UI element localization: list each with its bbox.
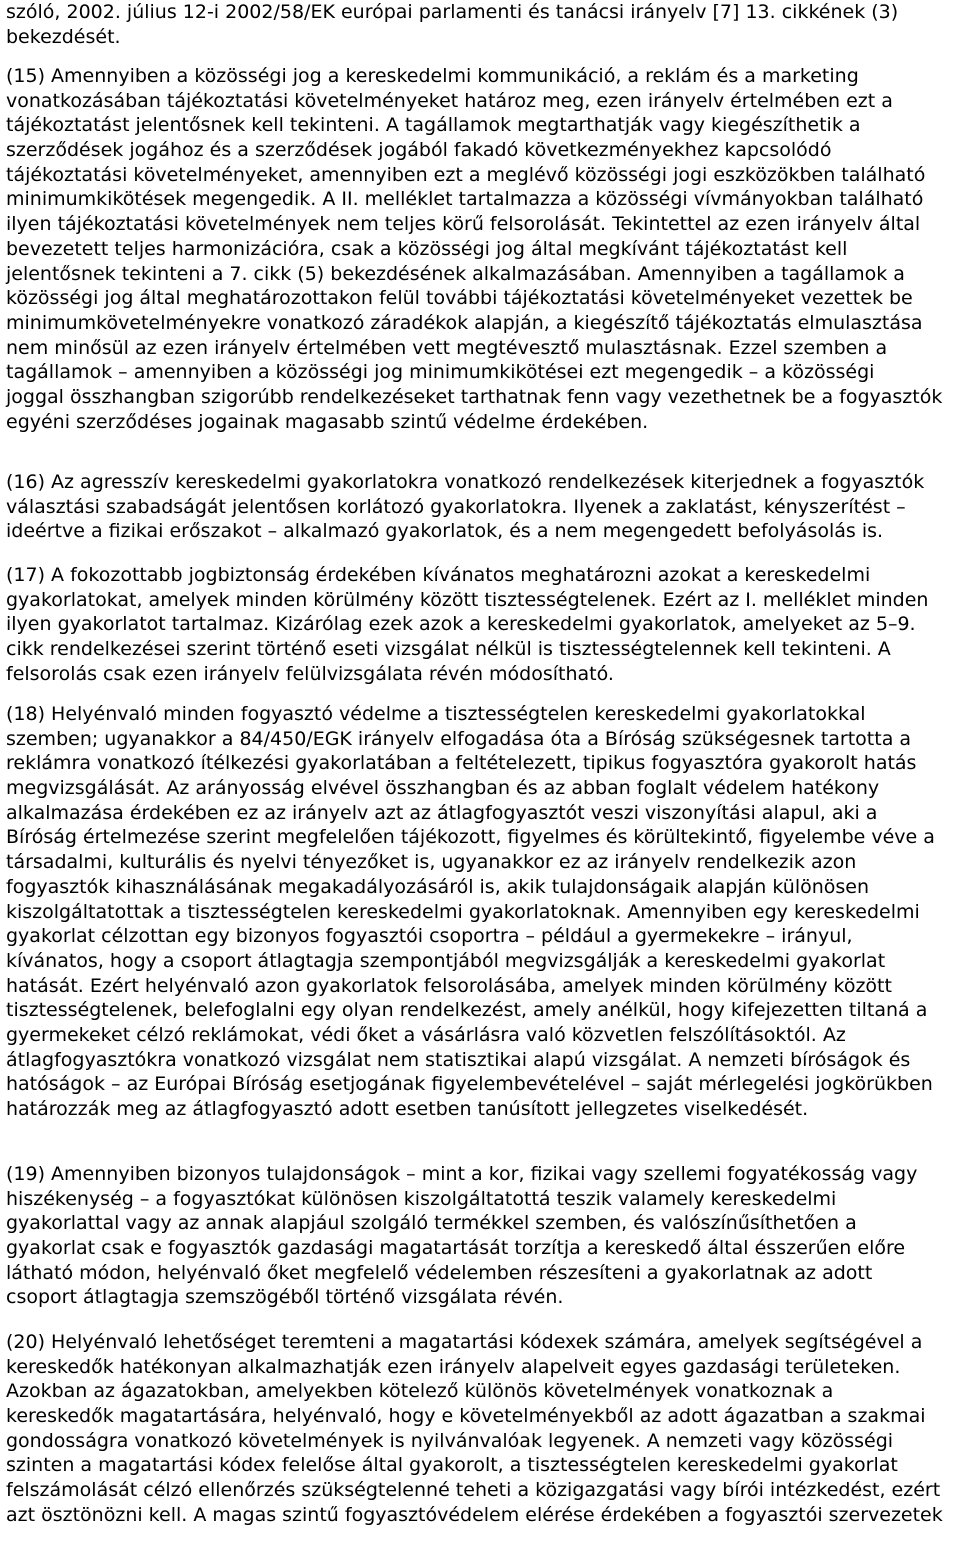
paragraph-19 [6, 1162, 917, 1310]
text-line: Azokban az ágazatokban, amelyekben kötelező különös követelmények vonatkoznak a [6, 1380, 834, 1403]
text-line: azt ösztönözni kell. A magas szintű fogyasztóvédelem elérése érdekében a fogyasztói szervezetek [6, 1503, 943, 1526]
text-line: cikk rendelkezései szerint történő eseti vizsgálat nélkül is tisztességtelennek kell tekinteni. A [6, 638, 891, 661]
text-line: felszámolását célzó ellenőrzés szükségtelenné teheti a közigazgatási vagy bírói intézkedést, ezért [6, 1479, 941, 1502]
text-line: választási szabadságát jelentősen korlátozó gyakorlatokra. Ilyenek a zaklatást, kényszerítést – [6, 495, 906, 518]
text-line: gyakorlat célzottan egy bizonyos fogyasztói csoportra – például a gyermekekre – irányul, [6, 925, 853, 948]
text-line: ilyen gyakorlatot tartalmaz. Kizárólag ezek azok a kereskedelmi gyakorlatok, amelyeket az 5–9. [6, 613, 916, 636]
text-line: nem minősül az ezen irányelv értelmében vett megtévesztő mulasztásnak. Ezzel szemben a [6, 336, 888, 359]
text-line: ilyen tájékoztatási követelmények nem teljes körű felsorolását. Tekintettel az ezen irányelv által [6, 213, 921, 236]
paragraph-15 [6, 64, 942, 434]
text-line: alkalmazása érdekében ez az irányelv azt az átlagfogyasztót veszi viszonyítási alapul, aki a [6, 801, 878, 824]
text-line: szemben; ugyanakkor a 84/450/EGK irányelv elfogadása óta a Bíróság szükségesnek tartotta a [6, 727, 912, 750]
text-line: hiszékenység – a fogyasztókat különösen kiszolgáltatottá teszik valamely kereskedelmi [6, 1187, 837, 1210]
text-line: (18) Helyénvaló minden fogyasztó védelme a tisztességtelen kereskedelmi gyakorlatokkal [6, 703, 866, 725]
text-line: gyakorlattal vagy az annak alapjául szolgáló termékkel szemben, és valószínűsíthetően a [6, 1212, 857, 1235]
text-line: gyakorlat csak e fogyasztók gazdasági magatartását torzítja a kereskedő által ésszerűen előre [6, 1237, 906, 1260]
text-line: joggal összhangban szigorúbb rendelkezéseket tarthatnak fenn vagy vezethetnek be a fogyasztók [6, 385, 943, 408]
text-line: szóló, 2002. július 12-i 2002/58/EK európai parlamenti és tanácsi irányelv [7] 13. cikkének (3) [6, 1, 899, 23]
text-line: reklámra vonatkozó ítélkezési gyakorlatában a feltételezett, tipikus fogyasztóra gyakorolt hatás [6, 752, 917, 775]
text-line: bekezdését. [6, 25, 121, 48]
text-line: tájékoztatást jelentősnek kell tekinteni. A tagállamok megtarthatják vagy kiegészíthetik a [6, 114, 861, 137]
text-line: átlagfogyasztókra vonatkozó vizsgálat nem statisztikai alapú vizsgálat. A nemzeti bíróságok és [6, 1048, 911, 1071]
paragraph-16 [6, 470, 924, 544]
text-line: (20) Helyénvaló lehetőséget teremteni a magatartási kódexek számára, amelyek segítségével a [6, 1331, 923, 1353]
text-line: kiszolgáltatottak a tisztességtelen kereskedelmi gyakorlatoknak. Amennyiben egy kereskedelmi [6, 900, 920, 923]
paragraph-20 [6, 1330, 943, 1528]
text-line: tagállamok – amennyiben a közösségi jog minimumkikötései ezt megengedik – a közösségi [6, 361, 875, 384]
text-line: tisztességtelenek, belefoglalni egy olyan rendelkezést, amely anélkül, hogy kifejezetten tiltaná a [6, 999, 928, 1022]
text-line: minimumkövetelményekre vonatkozó záradékok alapján, a kiegészítő tájékoztatás elmulasztása [6, 311, 923, 334]
text-line: hatását. Ezért helyénvaló azon gyakorlatok felsorolásába, amelyek minden körülmény között [6, 974, 892, 997]
text-line: kereskedők hatékonyan alkalmazhatják ezen irányelv alapelveit egyes gazdasági területeken. [6, 1355, 901, 1378]
text-line: bevezetett teljes harmonizációra, csak a közösségi jog által megkívánt tájékoztatást kell [6, 237, 848, 260]
text-line: kereskedők magatartására, helyénvaló, hogy e követelményekből az adott ágazatban a szakmai [6, 1405, 926, 1428]
text-line: Bíróság értelmezése szerint megfelelően tájékozott, figyelmes és körültekintő, figyelembe véve a [6, 826, 935, 849]
text-line: jelentősnek tekinteni a 7. cikk (5) bekezdésének alkalmazásában. Amennyiben a tagállamok a [6, 262, 905, 285]
text-line: látható módon, helyénvaló őket megfelelő védelemben részesíteni a gyakorlatnak az adott [6, 1261, 873, 1284]
text-line: egyéni szerződéses jogainak magasabb szintű védelme érdekében. [6, 410, 649, 433]
text-line: határozzák meg az átlagfogyasztó adott esetben tanúsított jellegzetes viselkedését. [6, 1098, 809, 1120]
text-line: (16) Az agresszív kereskedelmi gyakorlatokra vonatkozó rendelkezések kiterjednek a fogyasztók [6, 471, 925, 493]
text-line: vonatkozásában tájékoztatási követelményeket határoz meg, ezen irányelv értelmében ezt a [6, 89, 893, 112]
text-line: (15) Amennyiben a közösségi jog a kereskedelmi kommunikáció, a reklám és a marketing [6, 65, 859, 87]
paragraph-17 [6, 563, 928, 686]
text-line: társadalmi, kulturális és nyelvi tényezőket is, ugyanakkor ez az irányelv rendelkezik azon [6, 851, 857, 874]
text-line: fogyasztók kihasználásának megakadályozásáról is, akik tulajdonságaik alapján különösen [6, 875, 870, 898]
text-line: gyakorlatokat, amelyek minden körülmény között tisztességtelenek. Ezért az I. melléklet minden [6, 588, 929, 611]
text-line: megvizsgálását. Az arányosság elvével összhangban és az abban foglalt védelem hatékony [6, 777, 880, 800]
text-line: gyermekeket célzó reklámokat, védi őket a vásárlásra való közvetlen felszólításoktól. Az [6, 1023, 846, 1046]
text-line: hatóságok – az Európai Bíróság esetjogának figyelembevételével – saját mérlegelési jogkörükben [6, 1073, 933, 1096]
paragraph-18 [6, 702, 935, 1122]
text-line: gondosságra vonatkozó követelmények is nyilvánvalóak legyenek. A nemzeti vagy közösségi [6, 1429, 894, 1452]
paragraph-continuation [6, 0, 898, 49]
text-line: (19) Amennyiben bizonyos tulajdonságok – mint a kor, fizikai vagy szellemi fogyatékosság vagy [6, 1163, 918, 1185]
text-line: minimumkikötések megengedik. A II. melléklet tartalmazza a közösségi vívmányokban található [6, 188, 924, 211]
text-line: kívánatos, hogy a csoport átlagtagja szempontjából megvizsgálják a kereskedelmi gyakorlat [6, 949, 886, 972]
text-line: (17) A fokozottabb jogbiztonság érdekében kívánatos meghatározni azokat a kereskedelmi [6, 564, 871, 586]
text-line: szinten a magatartási kódex felelőse által gyakorolt, a tisztességtelen kereskedelmi gyakorlat [6, 1454, 898, 1477]
text-line: csoport átlagtagja szemszögéből történő vizsgálata révén. [6, 1286, 564, 1309]
text-line: szerződések jogához és a szerződések jogából fakadó következményekhez kapcsolódó [6, 139, 832, 162]
text-line: felsorolás csak ezen irányelv felülvizsgálata révén módosítható. [6, 662, 614, 685]
text-line: ideértve a fizikai erőszakot – alkalmazó gyakorlatok, és a nem megengedett befolyásolás is. [6, 520, 884, 543]
text-line: közösségi jog által meghatározottakon felül további tájékoztatási követelményeket vezettek be [6, 287, 913, 310]
text-line: tájékoztatási követelményeket, amennyiben ezt a meglévő közösségi jogi eszközökben található [6, 163, 926, 186]
